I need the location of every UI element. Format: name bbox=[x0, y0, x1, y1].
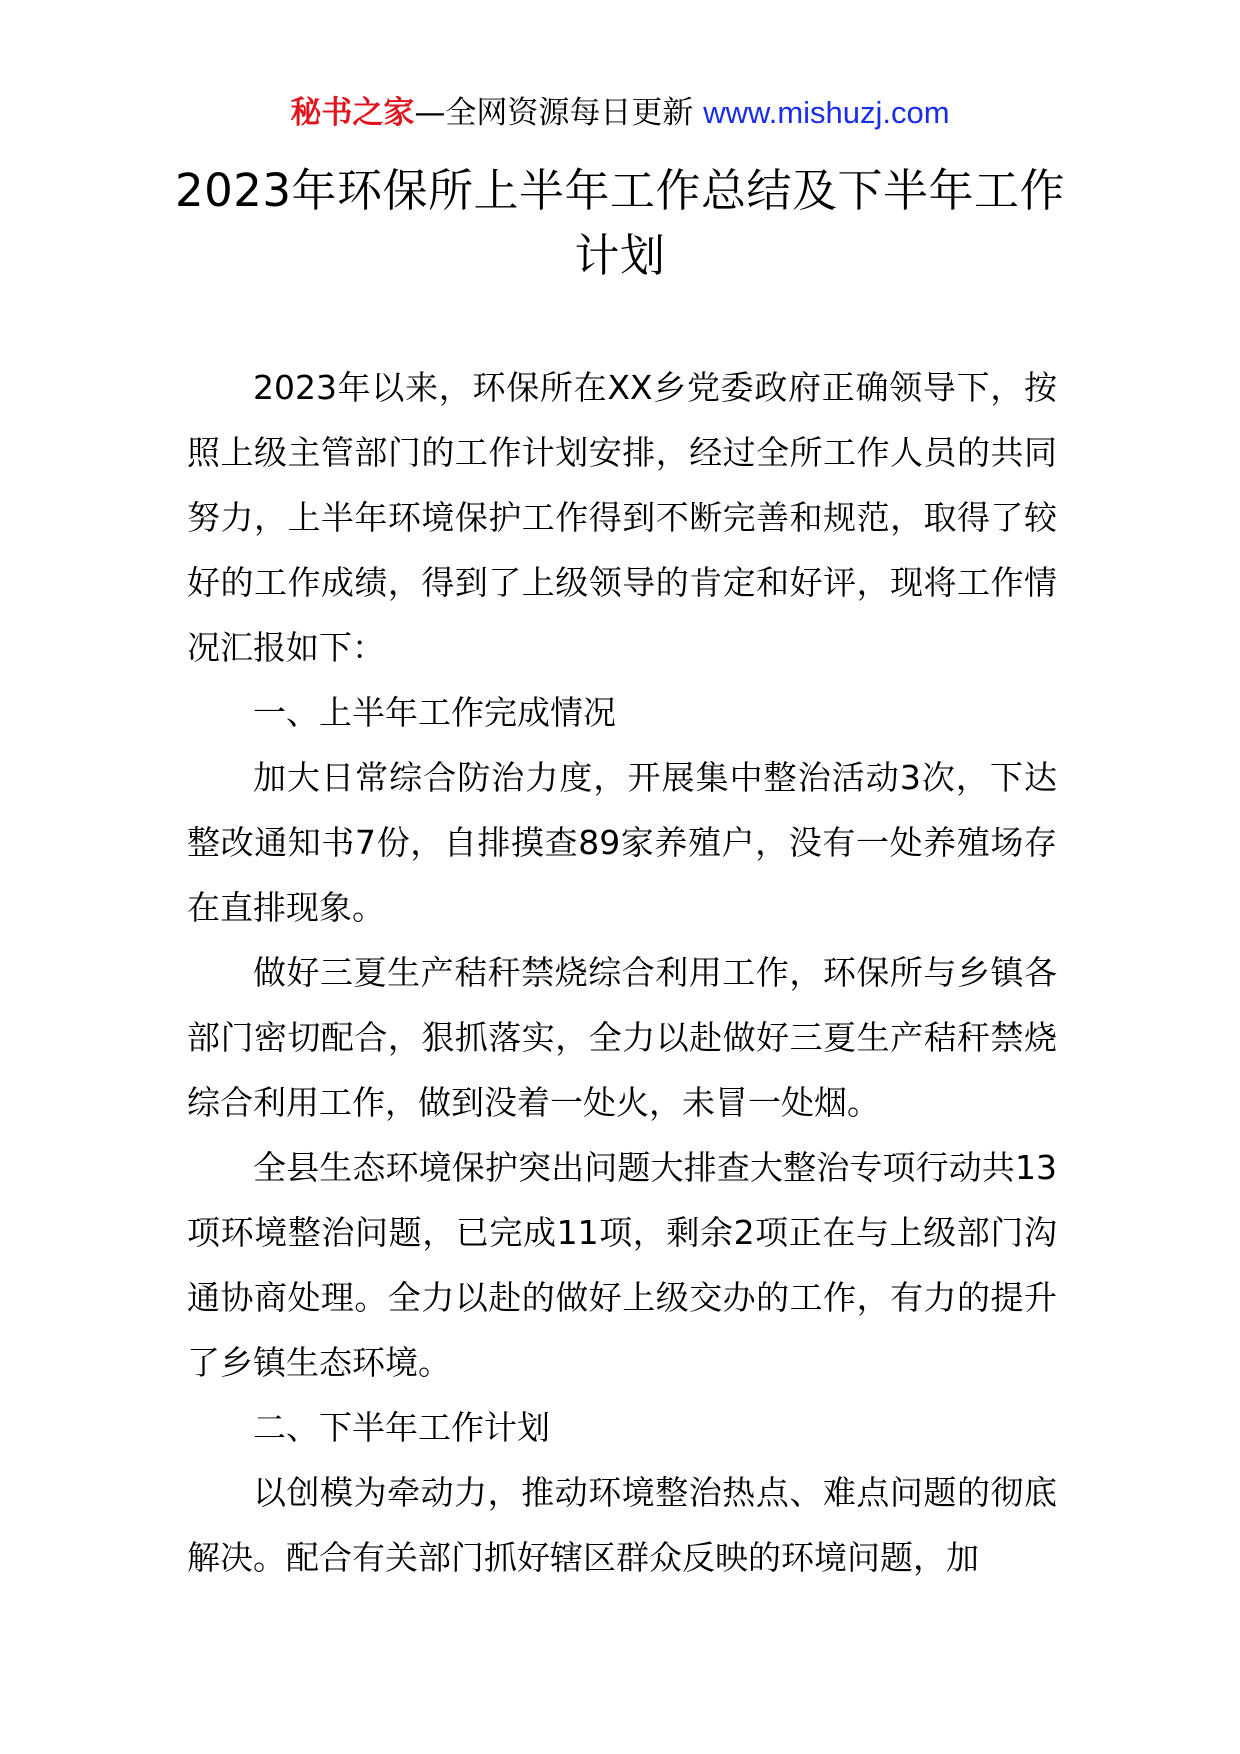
section2-paragraph: 以创模为牵动力，推动环境整治热点、难点问题的彻底解决。配合有关部门抓好辖区群众反映的环境问题，加 bbox=[187, 1473, 1057, 1577]
section-heading-second-half: 二、下半年工作计划 bbox=[253, 1408, 550, 1447]
section1-paragraph: 加大日常综合防治力度，开展集中整治活动3次，下达整改通知书7份，自排摸查89家养殖户，没有一处养殖场存在直排现象。 bbox=[187, 758, 1057, 927]
section-heading-first-half: 一、上半年工作完成情况 bbox=[253, 693, 616, 732]
brand-name: 秘书之家 bbox=[290, 95, 415, 131]
intro-paragraph: 2023年以来，环保所在XX乡党委政府正确领导下，按照上级主管部门的工作计划安排，经过全所工作人员的共同努力，上半年环境保护工作得到不断完善和规范，取得了较好的工作成绩，得到了上级领导的肯定和好评，现将工作情况汇报如下： bbox=[187, 368, 1057, 667]
site-header bbox=[0, 93, 1240, 133]
document-body bbox=[187, 355, 1057, 1590]
header-slogan: —全网资源每日更新 bbox=[414, 95, 704, 131]
section1-paragraph: 全县生态环境保护突出问题大排查大整治专项行动共13项环境整治问题，已完成11项，剩余2项正在与上级部门沟通协商处理。全力以赴的做好上级交办的工作，有力的提升了乡镇生态环境。 bbox=[187, 1148, 1057, 1382]
site-url-link[interactable]: www.mishuzj.com bbox=[703, 95, 950, 130]
section1-paragraph: 做好三夏生产秸秆禁烧综合利用工作，环保所与乡镇各部门密切配合，狠抓落实，全力以赴做好三夏生产秸秆禁烧综合利用工作，做到没着一处火，未冒一处烟。 bbox=[187, 953, 1057, 1122]
document-title: 2023年环保所上半年工作总结及下半年工作计划 bbox=[174, 164, 1066, 282]
